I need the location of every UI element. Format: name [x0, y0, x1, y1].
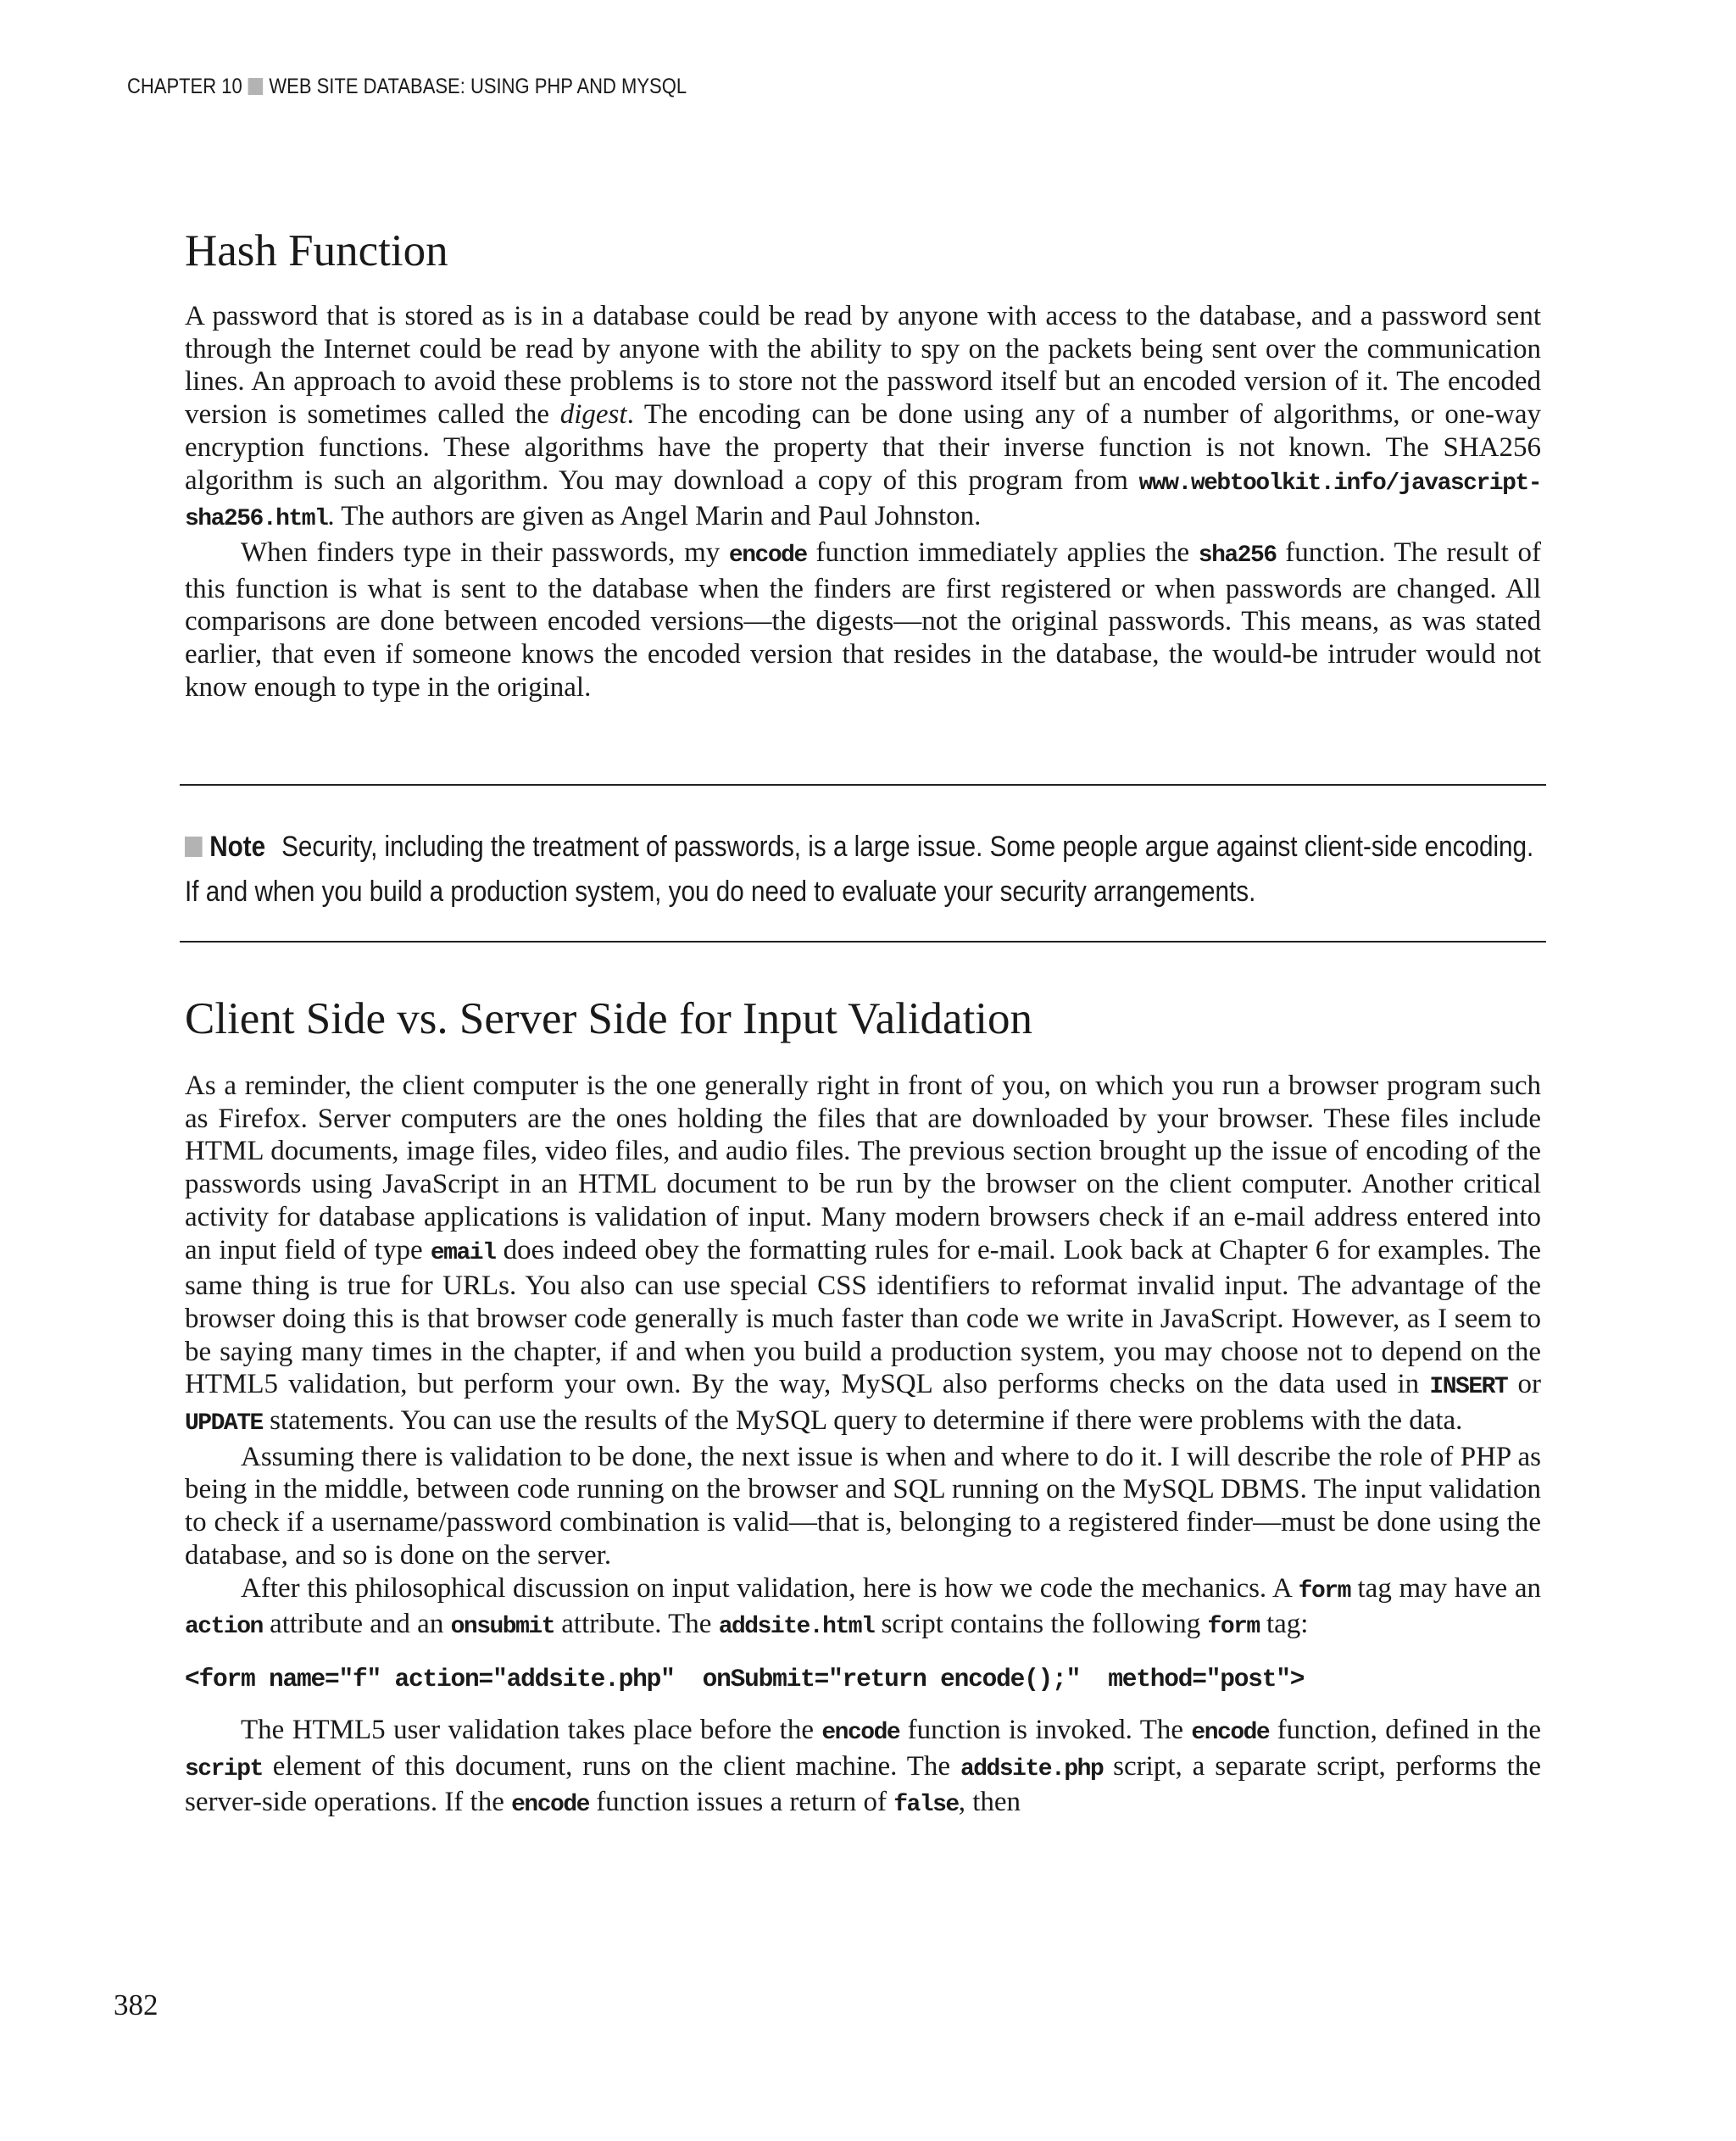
- note-text: [185, 825, 1544, 915]
- inline-code: action: [185, 1614, 263, 1641]
- inline-code: sha256: [1198, 542, 1277, 569]
- text-run: function issues a return of: [588, 1787, 894, 1818]
- inline-code: addsite.html: [718, 1614, 875, 1641]
- text-run: As a reminder, the client computer is the one generally right in front of you, on which you run a browser program such as Firefox. Server computers are the ones holding the files that are downloaded by your browser. These files include HTML documents, image files, video files, and audio files. The previous section brought up the issue of encoding of the passwords using JavaScript in an HTML document to be run by the browser on the client computer. Another critical activity for database applications is validation of input. Many modern browsers check if an e-mail address entered into an input field of type: [185, 1070, 1541, 1265]
- text-run: attribute. The: [554, 1609, 719, 1640]
- text-run: script, a separate script, performs the server-side operations. If the: [185, 1750, 1541, 1818]
- text-run: After this philosophical discussion on input validation, here is how we code the mechanics. A: [241, 1572, 1299, 1604]
- text-run: The HTML5 user validation takes place before the: [241, 1714, 822, 1745]
- inline-code: encode: [728, 542, 807, 569]
- text-run: attribute and an: [262, 1609, 451, 1640]
- emphasis-digest: digest: [559, 399, 627, 431]
- chapter-label: CHAPTER 10: [127, 75, 242, 98]
- section-validation-heading-wrap: [185, 994, 1541, 1043]
- inline-code: encode: [821, 1719, 900, 1746]
- text-run: . The encoding can be done using any of a number of algorithms, or one-way encryption functions. These algorithms have the property that their inverse function is not known. The SHA256 algorithm is such an algorithm. You may download a copy of this program from: [185, 399, 1541, 496]
- square-bullet-icon: [185, 837, 203, 857]
- text-run: function. The result of this function is what is sent to the database when the finders are first registered or when passwords are changed. All comparisons are done between encoded versions—the digests—not the original passwords. This means, as was stated earlier, that even if someone knows the encoded version that resides in the database, the would-be intruder would not know enough to type in the original.: [185, 537, 1541, 703]
- section-hash-function-body: [185, 300, 1541, 703]
- text-run: element of this document, runs on the client machine. The: [262, 1750, 960, 1782]
- text-run: does indeed obey the formatting rules for e-mail. Look back at Chapter 6 for examples. The same thing is true for URLs. You also can use special CSS identifiers to reformat invalid input. The advantage of the browser doing this is that browser code generally is much faster than code we write in JavaScript. However, as I seem to be saying many times in the chapter, if and when you build a production system, you may choose not to depend on the HTML5 validation, but perform your own. By the way, MySQL also performs checks on the data used in: [185, 1234, 1542, 1400]
- paragraph: [185, 1070, 1541, 1441]
- text-run: tag:: [1259, 1609, 1309, 1640]
- inline-code: addsite.php: [960, 1755, 1104, 1782]
- running-head: [127, 75, 687, 99]
- square-bullet-icon: [248, 78, 264, 95]
- text-run: , then: [958, 1787, 1021, 1818]
- inline-code: script: [185, 1755, 263, 1782]
- inline-code: INSERT: [1429, 1374, 1508, 1401]
- paragraph: Assuming there is validation to be done, the next issue is when and where to do it. I will describe the role of PHP as being in the middle, between code running on the browser and SQL running on the MySQL DBMS. The input validation to check if a username/password combination is valid—that is, belonging to a registered finder—must be done using the database, and so is done on the server.: [185, 1441, 1541, 1571]
- page-number: 382: [114, 1988, 159, 2021]
- inline-code: email: [430, 1239, 496, 1266]
- inline-code: form: [1207, 1614, 1260, 1641]
- paragraph: [185, 300, 1541, 537]
- inline-code: UPDATE: [185, 1410, 263, 1438]
- inline-code: false: [893, 1792, 959, 1819]
- inline-code: encode: [511, 1792, 589, 1819]
- text-run: When finders type in their passwords, my: [241, 537, 729, 568]
- inline-code: onsubmit: [450, 1614, 555, 1641]
- text-run: tag may have an: [1349, 1572, 1541, 1604]
- text-run: function is invoked. The: [899, 1714, 1192, 1745]
- note-body: Security, including the treatment of passwords, is a large issue. Some people argue against client-side encoding. If and when you build a production system, you do need to evaluate your security arrangements.: [185, 831, 1534, 908]
- note-label: Note: [209, 831, 266, 863]
- paragraph: [185, 537, 1541, 704]
- section-hash-function-heading-wrap: [185, 226, 1541, 275]
- text-run: function immediately applies the: [806, 537, 1199, 568]
- text-run: function, defined in the: [1269, 1714, 1541, 1745]
- chapter-title: WEB SITE DATABASE: USING PHP AND MYSQL: [269, 75, 687, 98]
- section-heading: Hash Function: [185, 226, 448, 275]
- text-run: statements. You can use the results of the MySQL query to determine if there were problems with the data.: [262, 1405, 1463, 1437]
- inline-code: form: [1298, 1577, 1350, 1604]
- section-validation-body: [185, 1070, 1541, 1822]
- text-run: . The authors are given as Angel Marin and Paul Johnston.: [327, 501, 982, 532]
- url-code: www.webtoolkit.info/javascript-sha256.html: [185, 470, 1541, 533]
- paragraph: [185, 1714, 1541, 1822]
- text-run: or: [1507, 1369, 1541, 1400]
- note-box: [180, 784, 1546, 943]
- section-heading: Client Side vs. Server Side for Input Validation: [185, 994, 1033, 1043]
- text-run: script contains the following: [874, 1609, 1208, 1640]
- inline-code: encode: [1191, 1719, 1270, 1746]
- code-block: <form name="f" action="addsite.php" onSubmit="return encode();" method="post">: [185, 1664, 1305, 1693]
- paragraph: [185, 1572, 1541, 1644]
- text-run: A password that is stored as is in a database could be read by anyone with access to the database, and a password sent through the Internet could be read by anyone with the ability to spy on the packets being sent over the communication lines. An approach to avoid these problems is to store not the password itself but an encoded version of it. The encoded version is sometimes called the: [185, 301, 1541, 431]
